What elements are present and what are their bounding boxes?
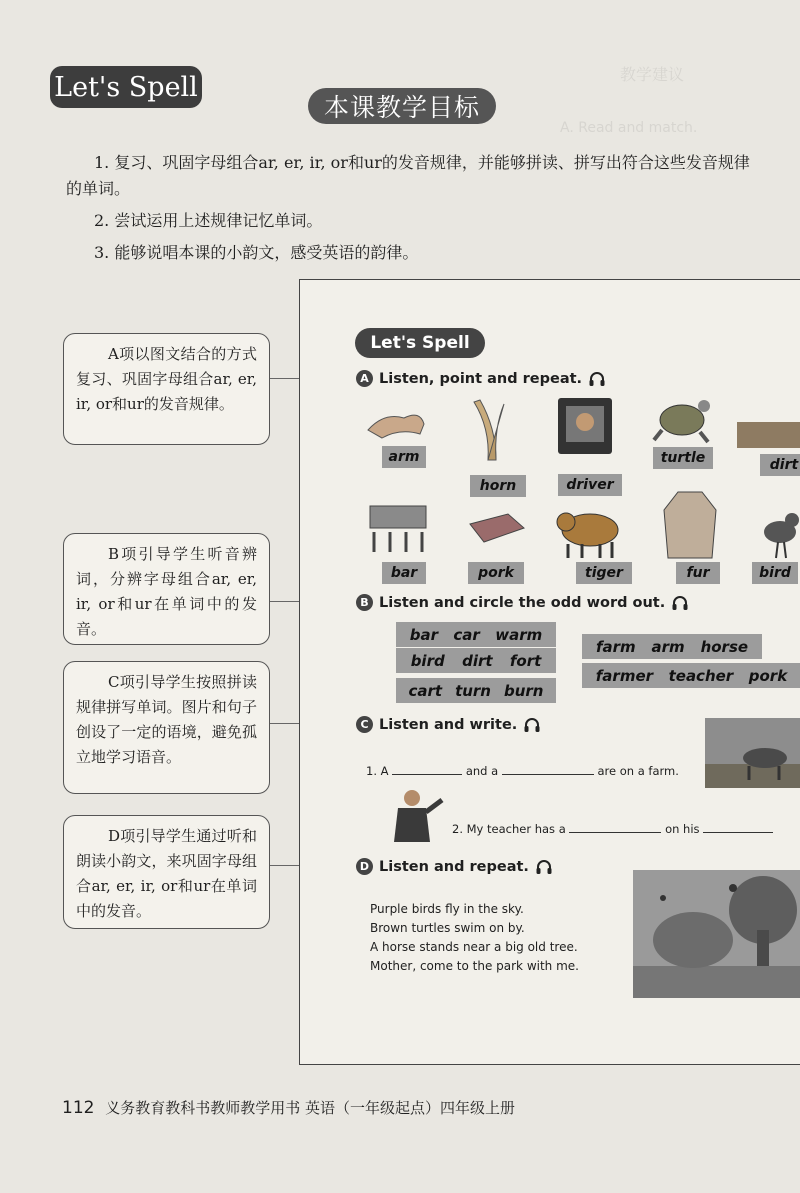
word-label: arm (382, 446, 426, 468)
headphone-icon (671, 595, 689, 611)
page-footer (62, 1097, 515, 1118)
word-label: fur (676, 562, 720, 584)
objective-item: 2. 尝试运用上述规律记忆单词。 (94, 211, 323, 230)
turtle-picture (650, 388, 714, 444)
section-d-heading (356, 858, 553, 875)
farm-picture (705, 718, 800, 788)
note-c: C项引导学生按照拼读规律拼写单词。图片和句子创设了一定的语境，避免孤立地学习语音。 (63, 661, 270, 794)
odd-word: warm (495, 625, 543, 644)
sentence-1 (366, 764, 679, 778)
bleed-text: 教学建议 (620, 65, 685, 84)
answer-blank[interactable] (392, 764, 462, 775)
odd-word: turn (455, 681, 491, 700)
sentence-text: and a (465, 764, 499, 778)
tiger-picture (554, 500, 624, 560)
odd-word: dirt (462, 651, 493, 670)
chant-line: Purple birds fly in the sky. (370, 902, 524, 916)
odd-word: pork (748, 666, 788, 685)
driver-picture (556, 396, 614, 456)
sentence-text: are on a farm. (597, 764, 679, 778)
park-picture (633, 870, 800, 998)
word-label: horn (470, 475, 526, 497)
bar-picture (368, 502, 428, 554)
odd-word: car (453, 625, 480, 644)
bird-picture (752, 502, 800, 562)
odd-word-group (396, 678, 556, 703)
note-b: B项引导学生听音辨词，分辨字母组合ar, er, ir, or和ur在单词中的发音。 (63, 533, 270, 645)
headphone-icon (588, 371, 606, 387)
odd-word: farm (595, 637, 636, 656)
chant-line: A horse stands near a big old tree. (370, 940, 578, 954)
odd-word: farmer (595, 666, 654, 685)
chant-text (370, 900, 579, 976)
odd-word: bar (409, 625, 438, 644)
section-a-heading (356, 370, 606, 387)
odd-word: arm (651, 637, 685, 656)
odd-word: horse (700, 637, 749, 656)
headphone-icon (523, 717, 541, 733)
answer-blank[interactable] (502, 764, 594, 775)
note-d: D项引导学生通过听和朗读小韵文，来巩固字母组合ar, er, ir, or和ur在单词中的发音。 (63, 815, 270, 929)
note-a: A项以图文结合的方式复习、巩固字母组合ar, er, ir, or和ur的发音规律。 (63, 333, 270, 445)
odd-word: burn (503, 681, 544, 700)
chant-line: Brown turtles swim on by. (370, 921, 525, 935)
horn-picture (460, 398, 520, 474)
odd-word: teacher (668, 666, 734, 685)
section-b-heading (356, 594, 689, 611)
sentence-2 (452, 822, 773, 836)
odd-word-group (396, 622, 556, 647)
answer-blank[interactable] (703, 822, 773, 833)
word-label: driver (558, 474, 622, 496)
section-c-heading (356, 716, 541, 733)
odd-word-group (582, 634, 762, 659)
answer-blank[interactable] (569, 822, 661, 833)
word-label: pork (468, 562, 524, 584)
section-letter: D (356, 858, 373, 875)
sentence-text: 2. My teacher has a (452, 822, 566, 836)
sentence-text: on his (665, 822, 700, 836)
dirt-picture (737, 418, 800, 448)
bleed-text: A. Read and match. (560, 120, 698, 136)
word-label: turtle (653, 447, 713, 469)
textbook-inset (299, 279, 800, 1065)
word-label: bird (752, 562, 798, 584)
sentence-text: 1. A (366, 764, 389, 778)
page-number: 112 (62, 1098, 95, 1118)
word-label: tiger (576, 562, 632, 584)
teacher-picture (384, 786, 444, 846)
odd-word: fort (509, 651, 542, 670)
arm-picture (364, 404, 428, 444)
section-letter: C (356, 716, 373, 733)
lets-spell-pill: Let's Spell (355, 328, 485, 358)
footer-text: 义务教育教科书教师教学用书 英语（一年级起点）四年级上册 (105, 1099, 516, 1117)
section-title: Listen and repeat. (379, 858, 529, 875)
odd-word: bird (410, 651, 445, 670)
objective-item: 1. 复习、巩固字母组合ar, er, ir, or和ur的发音规律，并能够拼读、拼写出符合这些发音规律的单词。 (66, 153, 750, 198)
objectives-list (66, 150, 756, 272)
pork-picture (464, 508, 528, 548)
section-letter: B (356, 594, 373, 611)
page-title: 本课教学目标 (308, 88, 496, 124)
section-title: Listen, point and repeat. (379, 370, 583, 387)
section-title: Listen and write. (379, 716, 518, 733)
word-label: dirt (760, 454, 800, 476)
objective-item: 3. 能够说唱本课的小韵文，感受英语的韵律。 (94, 243, 419, 262)
odd-word-group (582, 663, 800, 688)
headphone-icon (535, 859, 553, 875)
lets-spell-badge: Let's Spell (50, 66, 202, 108)
odd-word: cart (408, 681, 443, 700)
fur-coat-picture (660, 488, 720, 560)
word-label: bar (382, 562, 426, 584)
section-title: Listen and circle the odd word out. (379, 594, 666, 611)
odd-word-group (396, 648, 556, 673)
chant-line: Mother, come to the park with me. (370, 959, 579, 973)
section-letter: A (356, 370, 373, 387)
